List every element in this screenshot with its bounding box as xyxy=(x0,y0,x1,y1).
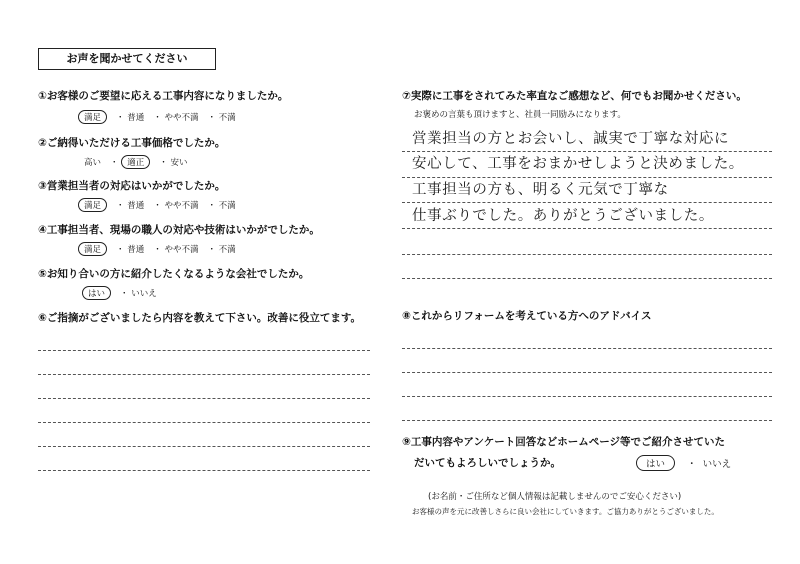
question-7-note: お褒めの言葉も頂けますと、社員一同励みになります。 xyxy=(414,110,626,120)
question-7-label: ⑦実際に工事をされてみた率直なご感想など、何でもお聞かせください。 xyxy=(402,90,747,102)
question-9-options: はい ・ いいえ xyxy=(636,455,740,471)
q2-option-expensive[interactable]: 高い xyxy=(84,158,102,168)
question-3-options: 満足 ・ 普通 ・ やや不満 ・ 不満 xyxy=(78,198,245,212)
q1-option-dissatisfied[interactable]: 不満 xyxy=(218,113,236,123)
answer-line xyxy=(402,348,772,349)
q3-option-normal[interactable]: 普通 xyxy=(127,201,145,211)
answer-line xyxy=(402,420,772,421)
question-9-label-line-1: ⑨工事内容やアンケート回答などホームページ等でご紹介させていた xyxy=(402,436,726,448)
question-3-label: ③営業担当者の対応はいかがでしたか。 xyxy=(38,180,226,192)
q7-handwritten-line-2: 安心して、工事をおまかせしようと決めました。 xyxy=(412,156,744,172)
question-4-options: 満足 ・ 普通 ・ やや不満 ・ 不満 xyxy=(78,242,245,256)
q4-option-dissatisfied[interactable]: 不満 xyxy=(218,245,236,255)
q5-option-no[interactable]: いいえ xyxy=(131,289,157,299)
q4-option-satisfied[interactable]: 満足 xyxy=(78,242,107,256)
answer-line xyxy=(402,254,772,255)
answer-line xyxy=(402,202,772,203)
answer-line xyxy=(38,374,370,375)
q9-option-yes[interactable]: はい xyxy=(636,455,675,471)
q1-option-slightly-dissatisfied[interactable]: やや不満 xyxy=(164,113,199,123)
q7-handwritten-line-3: 工事担当の方も、明るく元気で丁寧な xyxy=(412,182,669,198)
question-1-label: ①お客様のご要望に応える工事内容になりましたか。 xyxy=(38,90,289,102)
q9-option-no[interactable]: いいえ xyxy=(702,459,732,470)
answer-line xyxy=(38,350,370,351)
answer-line xyxy=(38,446,370,447)
question-9-label-line-2: だいてもよろしいでしょうか。 xyxy=(414,457,561,469)
answer-line xyxy=(402,228,772,229)
q1-option-normal[interactable]: 普通 xyxy=(127,113,145,123)
answer-line xyxy=(402,278,772,279)
answer-line xyxy=(38,398,370,399)
q2-option-cheap[interactable]: 安い xyxy=(170,158,188,168)
form-title: お声を聞かせてください xyxy=(66,52,188,65)
question-2-options: 高い ・ 適正 ・ 安い xyxy=(84,155,196,169)
q3-option-slightly-dissatisfied[interactable]: やや不満 xyxy=(164,201,199,211)
q1-option-satisfied[interactable]: 満足 xyxy=(78,110,107,124)
answer-line xyxy=(38,422,370,423)
q2-option-fair[interactable]: 適正 xyxy=(121,155,150,169)
q3-option-dissatisfied[interactable]: 不満 xyxy=(218,201,236,211)
question-4-label: ④工事担当者、現場の職人の対応や技術はいかがでしたか。 xyxy=(38,224,320,236)
thanks-note: お客様の声を元に改善しさらに良い会社にしていきます。ご協力ありがとうございました。 xyxy=(412,507,719,516)
q3-option-satisfied[interactable]: 満足 xyxy=(78,198,107,212)
question-8-label: ⑧これからリフォームを考えている方へのアドバイス xyxy=(402,310,652,322)
answer-line xyxy=(38,470,370,471)
form-title-box xyxy=(38,48,216,70)
question-5-options: はい ・ いいえ xyxy=(82,286,166,300)
answer-line xyxy=(402,372,772,373)
question-5-label: ⑤お知り合いの方に紹介したくなるような会社でしたか。 xyxy=(38,268,310,280)
question-1-options: 満足 ・ 普通 ・ やや不満 ・ 不満 xyxy=(78,110,245,124)
q5-option-yes[interactable]: はい xyxy=(82,286,111,300)
question-2-label: ②ご納得いただける工事価格でしたか。 xyxy=(38,137,226,149)
answer-line xyxy=(402,396,772,397)
q4-option-slightly-dissatisfied[interactable]: やや不満 xyxy=(164,245,199,255)
privacy-note: (お名前・ご住所など個人情報は記載しませんのでご安心ください) xyxy=(428,492,682,502)
q4-option-normal[interactable]: 普通 xyxy=(127,245,145,255)
q7-handwritten-line-4: 仕事ぶりでした。ありがとうございました。 xyxy=(412,208,714,224)
question-6-label: ⑥ご指摘がございましたら内容を教えて下さい。改善に役立てます。 xyxy=(38,312,362,324)
q7-handwritten-line-1: 営業担当の方とお会いし、誠実で丁寧な対応に xyxy=(412,131,730,147)
